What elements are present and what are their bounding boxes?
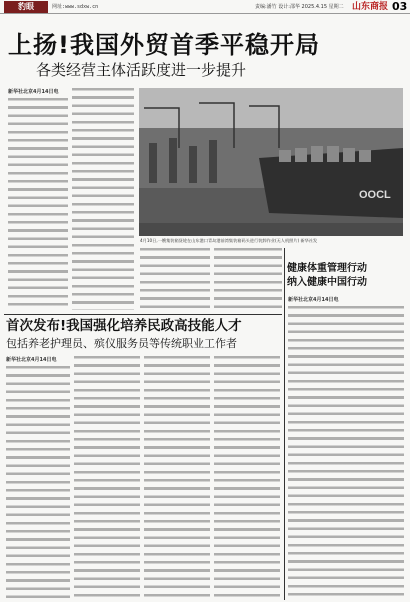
second-body-col-2: [74, 356, 140, 598]
edition-meta: 责编:潘竹 设计:邵华 2025.4.15 星期二: [255, 4, 344, 10]
text-placeholder: [8, 98, 68, 308]
section-logo: 豹眼: [4, 1, 48, 13]
lead-subheadline: 各类经营主体活跃度进一步提升: [36, 61, 247, 79]
side-divider: [284, 248, 285, 600]
lead-body-col-4: [214, 248, 282, 310]
second-headline: 首次发布!我国强化培养民政高技能人才: [6, 318, 242, 334]
photo-caption: 4月10日,一艘集装箱货轮在山东港口青岛港前湾集装箱码头进行装卸作业(无人机照片) 新华社发: [140, 238, 318, 243]
masthead-bar: [0, 0, 410, 14]
lead-body-col-2: [72, 88, 134, 310]
site-url[interactable]: 网址:www.sdxw.cn: [52, 4, 99, 10]
lead-dateline: 新华社北京4月14日电: [8, 89, 59, 95]
second-body-col-4: [214, 356, 280, 598]
side-headline-block: [287, 262, 403, 290]
second-body-col-1: [6, 356, 70, 598]
section-divider: [4, 314, 282, 315]
page-number: 03: [392, 0, 408, 13]
side-subheadline: 纳入健康中国行动: [287, 277, 367, 288]
lead-headline: 上扬!我国外贸首季平稳开局: [8, 31, 320, 59]
paper-name: 山东商报: [352, 2, 389, 12]
side-body: [288, 296, 404, 598]
second-dateline: 新华社北京4月14日电: [6, 357, 57, 363]
lead-body-col-1: [8, 88, 68, 310]
port-photo: [139, 88, 403, 236]
second-body-col-3: [144, 356, 210, 598]
container-ship-image: [139, 88, 403, 236]
svg-text:OOCL: OOCL: [359, 189, 391, 201]
side-dateline: 新华社北京4月14日电: [288, 297, 339, 303]
second-subheadline: 包括养老护理员、殡仪服务员等传统职业工作者: [6, 337, 237, 350]
lead-body-col-3: [140, 248, 210, 310]
side-headline: 健康体重管理行动: [287, 263, 367, 274]
